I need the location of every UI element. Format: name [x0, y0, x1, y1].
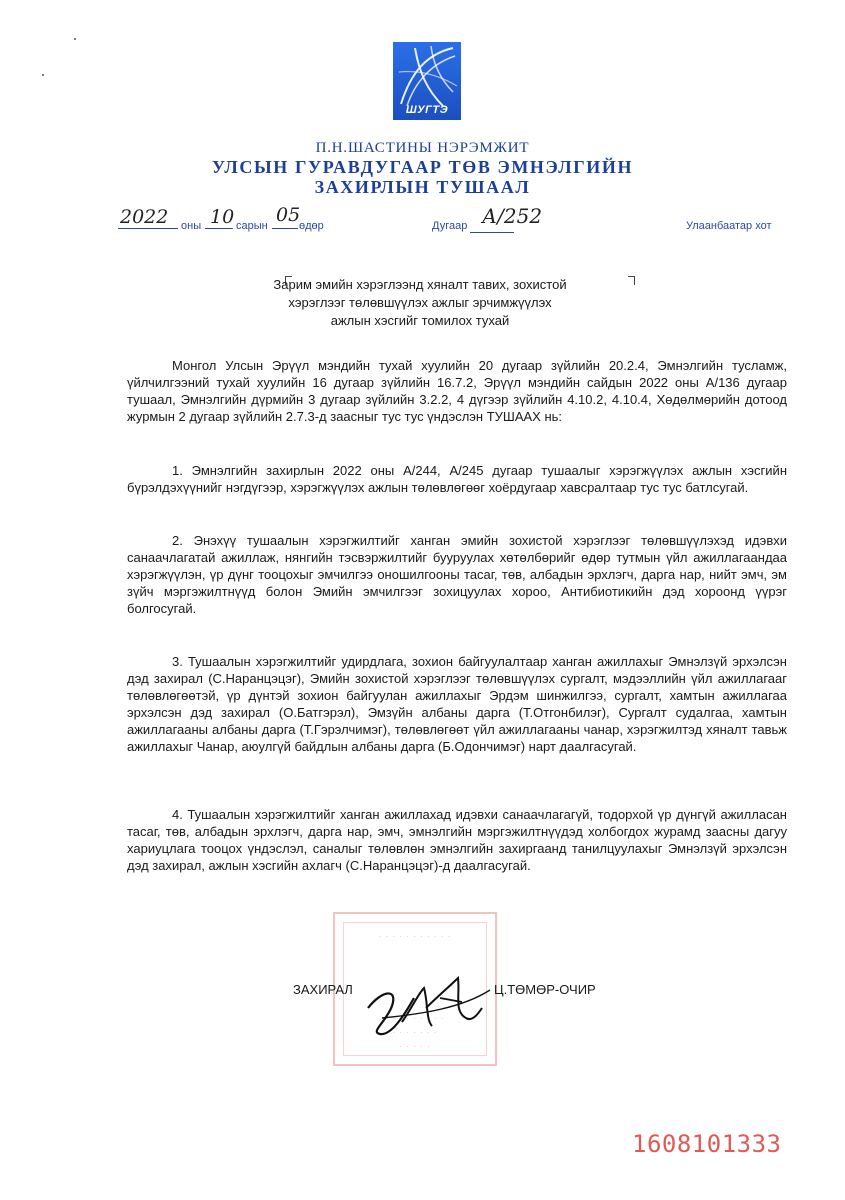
day-value: 05 — [276, 204, 301, 226]
order-item-1 — [127, 462, 787, 496]
header-line-1: П.Н.ШАСТИНЫ НЭРЭМЖИТ — [315, 140, 530, 156]
serial-number: 1608101333 — [632, 1130, 782, 1158]
order-item-text: 2. Энэхүү тушаалын хэрэгжилтийг ханган эмийн зохистой хэрэглээг төлөвшүүлэхэд идэвхи санаачлагатай ажиллаж, нянгийн тэсвэржилтийг бууруулах хөтөлбөрийг өдөр тутмын үйл ажиллагаандаа хэрэгжүүлэн, үр дүнг тооцохыг эмчилгээ оношилгооны тасаг, төв, албадын эрхлэгч, дарга нар, нийт эмч, эм зүйч мэргэжилтнүүд болон Эмийн эмчилгээг зохицуулах хороо, Антибиотикийн дэд хороонд үүрэг болгосугай. — [127, 533, 787, 616]
month-label: сарын — [236, 220, 268, 232]
order-item-2 — [127, 532, 787, 617]
logo-text: ШУГТЭ — [405, 104, 449, 116]
subject — [200, 276, 640, 330]
official-stamp: · · · · · · · · · · · · · · · · · · · · · · · · · · · · · · · · — [333, 912, 497, 1066]
month-value: 10 — [210, 206, 235, 228]
document-title: ЗАХИРЛЫН ТУШААЛ — [314, 177, 531, 197]
order-item-text: 3. Тушаалын хэрэгжилтийг удирдлага, зохион байгуулалтаар ханган ажиллахыг Эмнэлзүй эрхэлсэн дэд захирал (С.Наранцэцэг), Эмийн зохистой хэрэглээг төлөвшүүлэх сургалт, мэдээллийн үйл ажиллагааг төлөвлөгөөтэй, үр дүнтэй зохион байгуулан ажиллахыг Эрдэм шинжилгээ, сургалт, хамтын ажиллагаа эрхэлсэн дэд захирал (О.Батгэрэл), Эмзүйн албаны дарга (Т.Отгонбилэг), Сургалт судалгаа, хамтын ажиллагааны албаны дарга (Т.Гэрэлчимэг), төлөвлөгөөт үйл ажиллагааны чанар, хэрэгжилтэд хяналт тавьж ажиллахыг Чанар, аюулгүй байдлын албаны дарга (Б.Одончимэг) нарт даалгасугай. — [127, 654, 787, 754]
date-line — [0, 204, 845, 238]
year-label: оны — [181, 220, 202, 232]
place: Улаанбаатар хот — [686, 220, 772, 232]
subject-line-2: хэрэглээг төлөвшүүлэх ажлыг эрчимжүүлэх — [288, 295, 552, 310]
order-item-3 — [127, 653, 787, 755]
number-value: А/252 — [482, 204, 543, 228]
number-label: Дугаар — [432, 220, 468, 232]
order-item-4 — [127, 806, 787, 874]
header-line-2: УЛСЫН ГУРАВДУГААР ТӨВ ЭМНЭЛГИЙН — [211, 157, 634, 177]
day-label: өдөр — [299, 220, 324, 232]
signer-title: ЗАХИРАЛ — [293, 982, 353, 997]
preamble — [127, 357, 787, 425]
scan-speck — [42, 74, 44, 76]
subject-line-1: Зарим эмийн хэрэглээнд хяналт тавих, зохистой — [273, 277, 567, 292]
handwritten-signature — [362, 968, 492, 1038]
order-item-text: 4. Тушаалын хэрэгжилтийг ханган ажиллахад идэвхи санаачлагагүй, тодорхой үр дүнгүй ажилласан тасаг, төв, албадын эрхлэгч, дарга нар, эмч, эмнэлгийн мэргэжилтнүүдэд холбогдох журамд заасны дагуу хариуцлага тооцох үндэслэл, саналыг төлөвлөн эмнэлгийн захиргаанд танилцуулахыг Эмнэлзүй эрхэлсэн дэд захирал, ажлын хэсгийн ахлагч (С.Наранцэцэг)-д даалгасугай. — [127, 807, 787, 873]
signer-name: Ц.ТӨМӨР-ОЧИР — [494, 982, 596, 997]
order-item-text: 1. Эмнэлгийн захирлын 2022 оны А/244, А/245 дугаар тушаалыг хэрэгжүүлэх ажлын хэсгийн бүрэлдэхүүнийг нэгдүгээр, хэрэгжүүлэх ажлын төлөвлөгөөг хоёрдугаар хавсралтаар тус тус батлсугай. — [127, 463, 787, 495]
preamble-text: Монгол Улсын Эрүүл мэндийн тухай хуулийн 20 дугаар зүйлийн 20.2.4, Эмнэлгийн тусламж, үйлчилгээний тухай хуулийн 16 дугаар зүйлийн 16.7.2, Эрүүл мэндийн сайдын 2022 оны А/136 дугаар тушаал, Эмнэлгийн дүрмийн 3 дугаар зүйлийн 3.2.2, 4 дүгээр зүйлийн 4.10.2, 4.10.4, Хөдөлмөрийн дотоод журмын 2 дугаар зүйлийн 2.7.3-д заасныг тус тус үндэслэн ТУШААХ нь: — [127, 358, 787, 424]
year-value: 2022 — [120, 206, 169, 228]
subject-line-3: ажлын хэсгийг томилох тухай — [330, 313, 510, 328]
scan-speck — [74, 38, 76, 40]
